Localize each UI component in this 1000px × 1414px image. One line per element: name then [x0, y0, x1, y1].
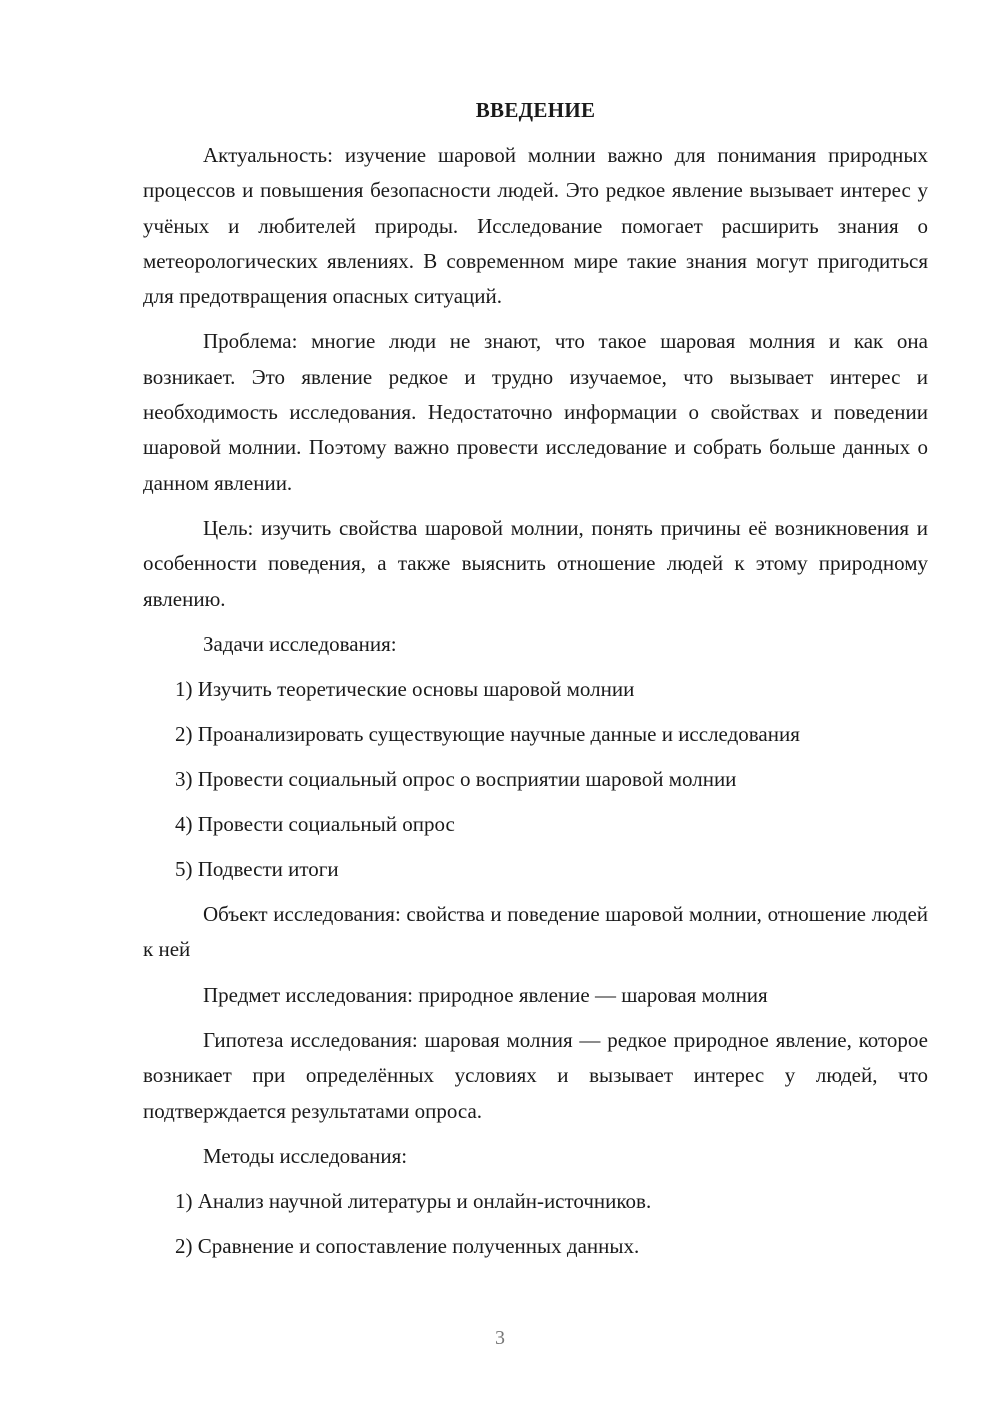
list-item: 4) Провести социальный опрос: [175, 812, 455, 837]
list-item: 5) Подвести итоги: [175, 857, 339, 882]
relevance-paragraph: Актуальность: изучение шаровой молнии важно для понимания природных процессов и повышения безопасности людей. Это редкое явление вызывает интерес у учёных и любителей природы. Исследование помогает расширить знания о метеорологических явлениях. В современном мире такие знания могут пригодиться для предотвращения опасных ситуаций.: [143, 143, 928, 309]
hypothesis-paragraph: Гипотеза исследования: шаровая молния — редкое природное явление, которое возникает при определённых условиях и вызывает интерес у людей, что подтверждается результатами опроса.: [143, 1028, 928, 1123]
list-item: 3) Провести социальный опрос о восприятии шаровой молнии: [175, 767, 737, 792]
list-item: 2) Проанализировать существующие научные данные и исследования: [175, 722, 800, 747]
tasks-label: Задачи исследования:: [203, 631, 397, 656]
list-item: 1) Изучить теоретические основы шаровой молнии: [175, 677, 635, 702]
problem-paragraph: Проблема: многие люди не знают, что такое шаровая молния и как она возникает. Это явление редкое и трудно изучаемое, что вызывает интерес и необходимость исследования. Недостаточно информации о свойствах и поведении шаровой молнии. Поэтому важно провести исследование и собрать больше данных о данном явлении.: [143, 329, 928, 495]
document-page: [143, 96, 928, 1274]
tasks-list: [143, 672, 928, 887]
subject-paragraph: Предмет исследования: природное явление — шаровая молния: [203, 982, 768, 1007]
goal-paragraph: Цель: изучить свойства шаровой молнии, понять причины её возникновения и особенности поведения, а также выяснить отношение людей к этому природному явлению.: [143, 515, 928, 611]
methods-label: Методы исследования:: [203, 1143, 408, 1168]
list-item: 2) Сравнение и сопоставление полученных данных.: [175, 1234, 640, 1259]
page-title: ВВЕДЕНИЕ: [475, 98, 596, 122]
object-paragraph: Объект исследования: свойства и поведение шаровой молнии, отношение людей к ней: [143, 902, 928, 962]
page-number: 3: [495, 1327, 505, 1349]
list-item: 1) Анализ научной литературы и онлайн-источников.: [175, 1189, 652, 1214]
methods-list: [143, 1184, 928, 1264]
